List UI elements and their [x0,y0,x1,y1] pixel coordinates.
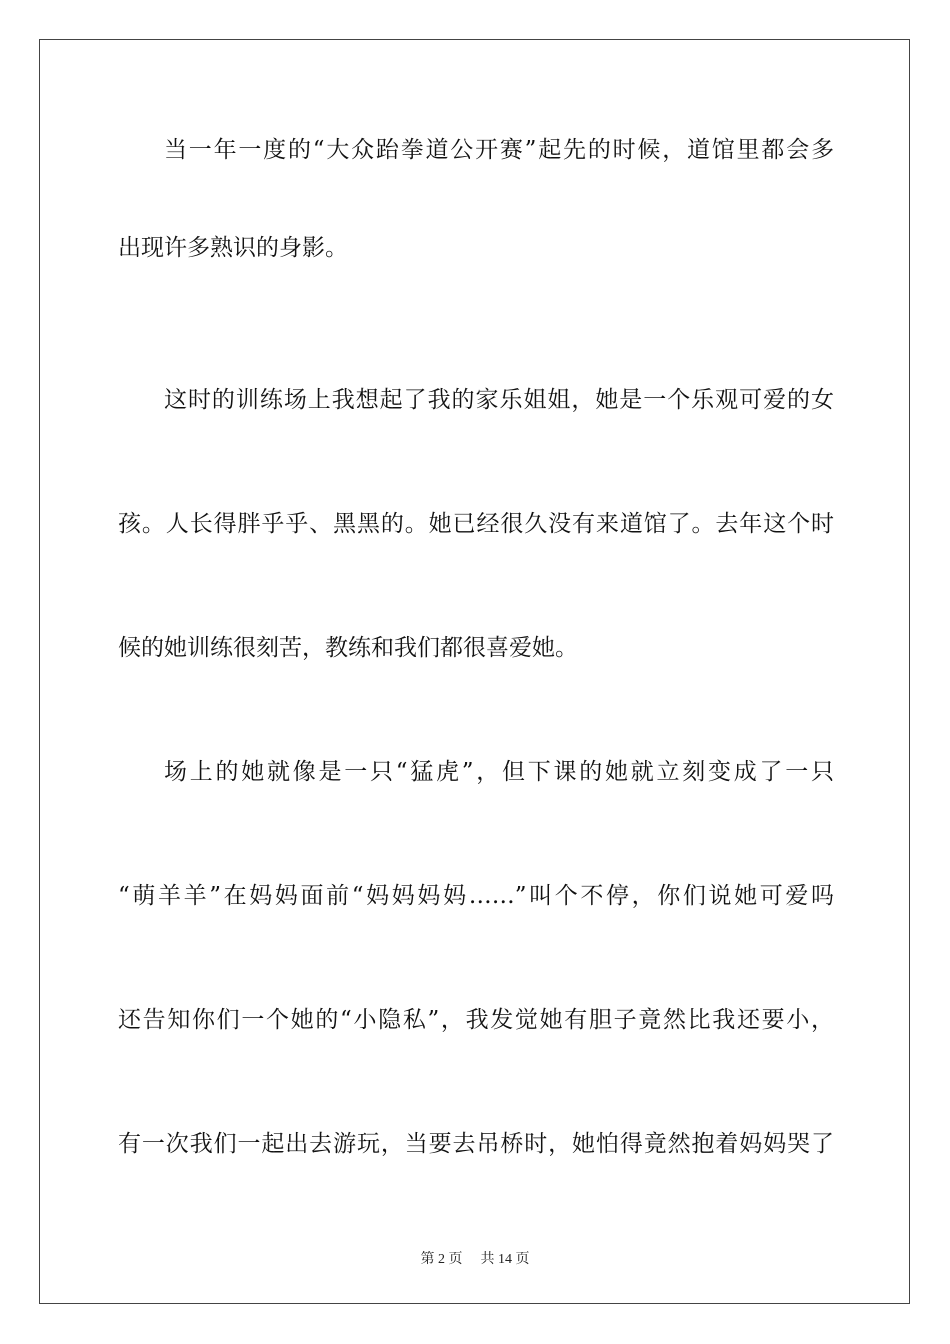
page-border [39,39,910,1304]
text-line: 出现许多熟识的身影。 [118,235,348,261]
text-line: 场上的她就像是一只“猛虎”，但下课的她就立刻变成了一只 [164,759,834,785]
total-pages: 共 14 页 [480,1252,530,1267]
text-line: 这时的训练场上我想起了我的家乐姐姐，她是一个乐观可爱的女 [164,387,834,413]
text-line: 还告知你们一个她的“小隐私”，我发觉她有胆子竟然比我还要小， [118,1007,834,1033]
text-line: 有一次我们一起出去游玩，当要去吊桥时，她怕得竟然抱着妈妈哭了 [118,1131,834,1157]
text-line: 孩。人长得胖乎乎、黑黑的。她已经很久没有来道馆了。去年这个时 [118,511,834,537]
text-line: “萌羊羊”在妈妈面前“妈妈妈妈……”叫个不停，你们说她可爱吗 [118,883,834,909]
text-line: 候的她训练很刻苦，教练和我们都很喜爱她。 [118,635,578,661]
text-line: 当一年一度的“大众跆拳道公开赛”起先的时候，道馆里都会多 [164,137,834,163]
page-footer [0,1248,950,1268]
page-number: 第 2 页 [420,1252,463,1267]
